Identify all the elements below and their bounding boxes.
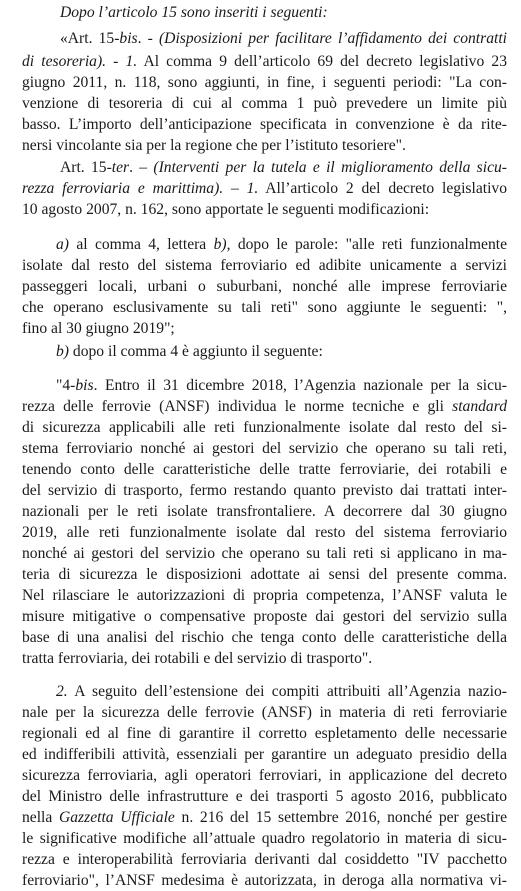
text-run: del servizio di trasporto, fermo restando quanto previsto dai trattati inter- bbox=[22, 482, 507, 499]
text-run: misure mitigative o compensative proposte dai gestori del servizio sulla bbox=[22, 608, 507, 625]
text-run: tenendo conto delle caratteristiche delle tratte ferroviarie, dei rotabili e bbox=[22, 461, 507, 478]
text-run: Nel rilasciare le autorizzazioni di propria competenza, l’ANSF valuta le bbox=[22, 587, 507, 604]
text-run: . – bbox=[129, 159, 154, 176]
text-run: dopo le parole: "alle reti funzionalmente bbox=[230, 236, 507, 253]
italic-text: b) bbox=[56, 343, 69, 360]
text-line bbox=[22, 480, 507, 501]
text-line bbox=[22, 459, 507, 480]
text-line bbox=[22, 297, 507, 318]
text-run: . Entro il 31 dicembre 2018, l’Agenzia nazionale per la sicu- bbox=[93, 377, 507, 394]
text-run: venzione di tesoreria di cui al comma 1 può prevedere un limite più bbox=[22, 95, 507, 112]
text-run: stema ferroviario nonché ai gestori del servizio che operano su tali reti, bbox=[22, 440, 507, 457]
text-line bbox=[22, 648, 507, 669]
italic-text: Dopo l’articolo 15 sono inseriti i seguenti: bbox=[60, 4, 328, 21]
text-run: di sicurezza applicabili alle reti funzionalmente isolate dal resto del si- bbox=[22, 419, 507, 436]
text-run: regionali ed al fine di garantire il corretto espletamento delle necessarie bbox=[22, 725, 507, 742]
text-run: che operano esclusivamente su tali reti" sono aggiunte le seguenti: ", bbox=[22, 299, 507, 316]
text-run: ed indifferibili attività, essenziali per garantire un adeguato presidio della bbox=[22, 746, 507, 763]
text-run: basso. L’importo dell’anticipazione specificata in convenzione è da rite- bbox=[22, 116, 507, 133]
text-run: nale per la sicurezza delle ferrovie (ANSF) in materia di reti ferroviarie bbox=[22, 704, 507, 721]
text-run: Art. 15- bbox=[60, 159, 112, 176]
text-run: sicurezza ferroviaria, agli operatori ferroviari, in applicazione del decreto bbox=[22, 767, 507, 784]
text-run: giugno 2011, n. 118, sono aggiunti, in fine, i seguenti periodi: "La con- bbox=[22, 74, 507, 91]
text-line bbox=[22, 438, 507, 459]
text-line bbox=[22, 72, 507, 93]
text-run: n. 216 del 15 settembre 2016, nonché per gestire bbox=[174, 809, 507, 826]
item-b bbox=[22, 341, 507, 362]
text-line bbox=[22, 723, 507, 744]
italic-text: b), bbox=[213, 236, 231, 253]
text-run: fino al 30 giugno 2019"; bbox=[22, 320, 175, 337]
text-line bbox=[22, 870, 507, 891]
italic-text: ter bbox=[111, 159, 130, 176]
text-line bbox=[22, 744, 507, 765]
italic-text: a) bbox=[56, 236, 69, 253]
text-run: rezza e interoperabilità ferroviaria derivanti dal cosiddetto "IV pacchetto bbox=[22, 851, 507, 868]
paragraph-2 bbox=[22, 681, 507, 702]
text-line bbox=[22, 501, 507, 522]
text-line bbox=[22, 786, 507, 807]
italic-text: (Interventi per la tutela e il miglioramento della sicu- bbox=[153, 159, 507, 176]
art-15-bis-heading bbox=[22, 28, 507, 49]
text-line bbox=[22, 318, 507, 339]
italic-text: Gazzetta Ufficiale bbox=[59, 809, 175, 826]
italic-text: bis bbox=[75, 377, 94, 394]
text-run: le significative modifiche all’attuale quadro regolatorio in materia di sicu- bbox=[22, 830, 507, 847]
text-run: nersi vincolante sia per la regione che per l’istituto tesoriere". bbox=[22, 137, 406, 154]
text-run: 2019, alle reti funzionalmente isolate dal resto del sistema ferroviario bbox=[22, 524, 507, 541]
text-run: . - bbox=[137, 30, 159, 47]
italic-text: (Disposizioni per facilitare l’affidamento dei contratti bbox=[158, 30, 507, 47]
text-line bbox=[22, 522, 507, 543]
text-line bbox=[22, 543, 507, 564]
text-line bbox=[22, 702, 507, 723]
text-line bbox=[22, 606, 507, 627]
text-line bbox=[22, 135, 507, 156]
text-run: isolate dal resto del sistema ferroviario ed adibite unicamente a servizi bbox=[22, 257, 507, 274]
text-line bbox=[22, 585, 507, 606]
text-run: tratta ferroviaria, dei rotabili e del servizio di trasporto". bbox=[22, 650, 373, 667]
text-line bbox=[22, 93, 507, 114]
text-line bbox=[22, 564, 507, 585]
italic-text: standard bbox=[452, 398, 507, 415]
text-line bbox=[22, 276, 507, 297]
text-run: nonché ai gestori del servizio che operano su tali reti si applicano in ma- bbox=[22, 545, 507, 562]
text-line bbox=[22, 627, 507, 648]
item-a bbox=[22, 234, 507, 255]
text-line bbox=[22, 178, 507, 199]
italic-text: di tesoreria). - 1. bbox=[22, 53, 138, 70]
text-run: «Art. 15- bbox=[60, 30, 120, 47]
text-run: A seguito dell’estensione dei compiti attribuiti all’Agenzia nazio- bbox=[67, 683, 507, 700]
text-run: nazionali per le reti isolate transfrontaliere. A decorrere dal 30 giugno bbox=[22, 503, 507, 520]
art-15-ter-heading bbox=[22, 157, 507, 178]
text-run: base di una analisi del rischio che tenga conto delle caratteristiche della bbox=[22, 629, 507, 646]
text-run: al comma 4, lettera bbox=[69, 236, 214, 253]
text-run: "4- bbox=[56, 377, 76, 394]
text-run: 10 agosto 2007, n. 162, sono apportate le seguenti modificazioni: bbox=[22, 201, 430, 218]
text-line bbox=[22, 807, 507, 828]
text-run: Al comma 9 dell’articolo 69 del decreto legislativo 23 bbox=[137, 53, 507, 70]
text-line bbox=[22, 417, 507, 438]
text-line bbox=[22, 255, 507, 276]
text-line bbox=[22, 51, 507, 72]
text-run: rezza delle ferrovie (ANSF) individua le norme tecniche e gli bbox=[22, 398, 453, 415]
text-run: ferroviario", l’ANSF medesima è autorizzata, in deroga alla normativa vi- bbox=[22, 872, 507, 889]
text-line bbox=[22, 765, 507, 786]
text-line bbox=[22, 828, 507, 849]
comma-4-bis bbox=[22, 375, 507, 396]
text-run: del Ministro delle infrastrutture e dei trasporti 5 agosto 2016, pubblicato bbox=[22, 788, 507, 805]
italic-text: bis bbox=[119, 30, 138, 47]
text-run: teria di sicurezza le disposizioni adottate ai sensi del presente comma. bbox=[22, 566, 507, 583]
text-run: dopo il comma 4 è aggiunto il seguente: bbox=[69, 343, 323, 360]
text-run: nella bbox=[22, 809, 59, 826]
text-line bbox=[22, 199, 507, 220]
text-run: All’articolo 2 del decreto legislativo bbox=[258, 180, 507, 197]
italic-text: rezza ferroviaria e marittima). – 1. bbox=[22, 180, 259, 197]
text-run: passeggeri locali, urbani o suburbani, nonché alle imprese ferroviarie bbox=[22, 278, 507, 295]
italic-text: 2. bbox=[56, 683, 68, 700]
text-line bbox=[22, 396, 507, 417]
text-line bbox=[22, 849, 507, 870]
intro-line bbox=[22, 2, 507, 23]
text-line bbox=[22, 114, 507, 135]
